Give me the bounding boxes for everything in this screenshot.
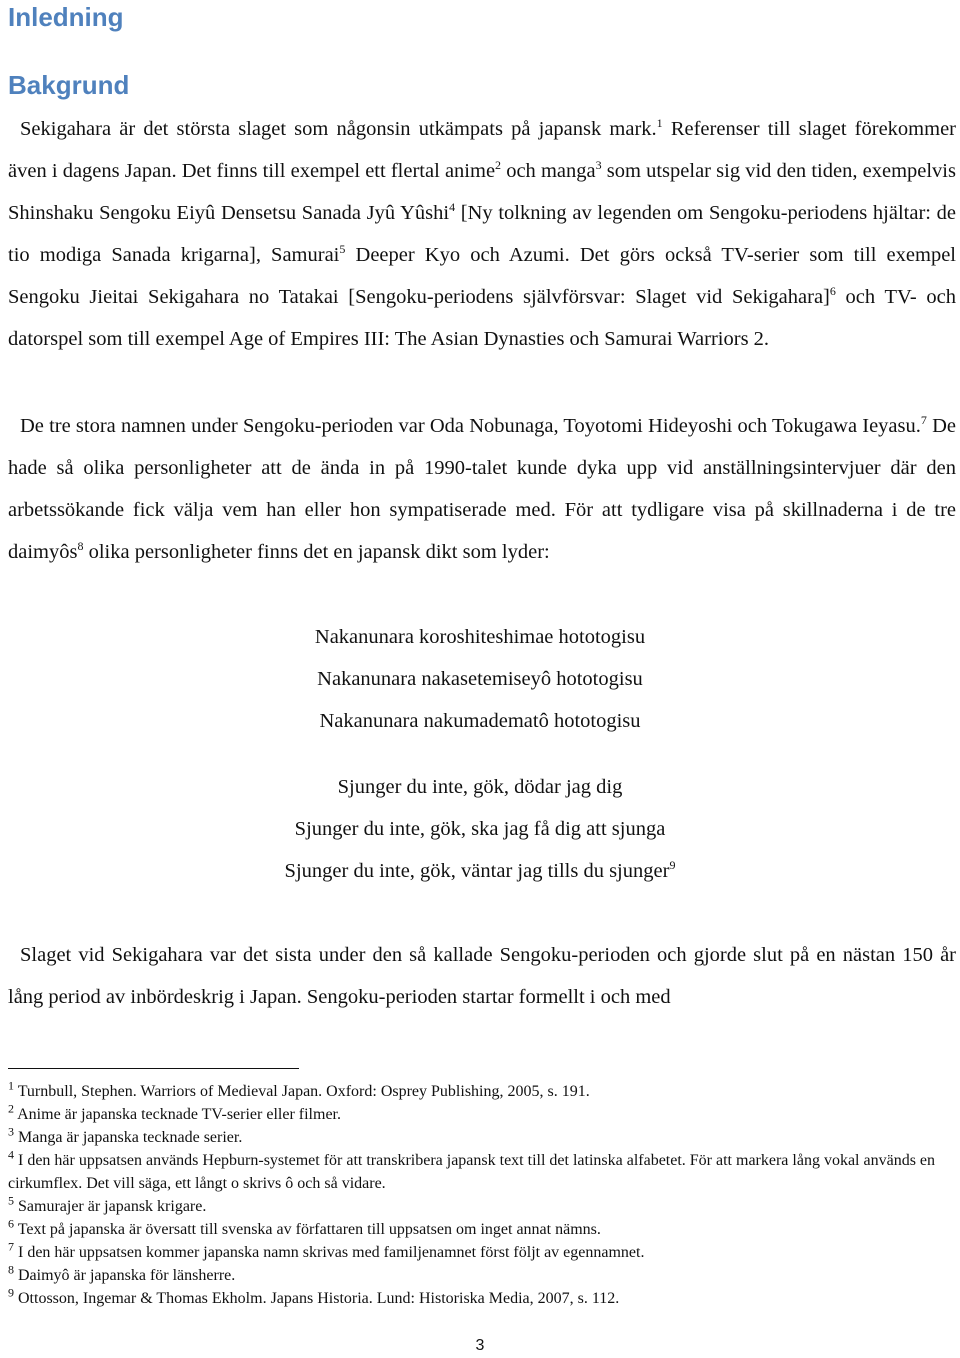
text-run: och TV- och datorspel som till exempel Age of Empires III: The Asian Dynasties och Samurai Warriors 2. xyxy=(8,286,956,350)
text-run: och manga xyxy=(501,160,596,182)
poem-swedish xyxy=(0,766,960,892)
poem-japanese xyxy=(0,616,960,742)
text-run: De hade så olika personligheter att de ända in på 1990-talet kunde dyka upp vid anställningsintervjuer där den arbetssökande fick välja vem han eller hon sympatiserade med. För att tydligare visa på skillnaderna i de tre daimyôs xyxy=(8,415,956,563)
footnote-number: 1 xyxy=(8,1078,14,1093)
footnote-number: 3 xyxy=(8,1124,14,1139)
footnote xyxy=(8,1149,952,1195)
text-run: De tre stora namnen under Sengoku-perioden var Oda Nobunaga, Toyotomi Hideyoshi och Tokugawa Ieyasu. xyxy=(20,415,921,437)
footnote-ref[interactable]: 1 xyxy=(656,116,663,131)
text-run: som utspelar sig vid den tiden, exempelvis Shinshaku Sengoku Eiyû Densetsu Sanada Jyû Yûshi xyxy=(8,160,956,224)
footnote-text: Samurajer är japansk krigare. xyxy=(18,1198,207,1215)
poem-line xyxy=(0,850,960,892)
footnote-number: 5 xyxy=(8,1193,14,1208)
paragraph-daimyo xyxy=(8,405,956,573)
footnote xyxy=(8,1264,952,1287)
paragraph-background xyxy=(8,108,956,360)
footnote-number: 7 xyxy=(8,1239,14,1254)
footnote-ref[interactable]: 9 xyxy=(669,858,676,873)
footnote xyxy=(8,1195,952,1218)
footnote-text: Manga är japanska tecknade serier. xyxy=(18,1129,243,1146)
footnote-text: Turnbull, Stephen. Warriors of Medieval Japan. Oxford: Osprey Publishing, 2005, s. 191. xyxy=(17,1083,590,1100)
section-heading: Bakgrund xyxy=(8,70,130,100)
footnote-ref[interactable]: 6 xyxy=(829,284,836,299)
footnote-separator xyxy=(8,1068,299,1069)
footnote xyxy=(8,1287,952,1310)
footnote-ref[interactable]: 8 xyxy=(77,539,84,554)
footnote-number: 6 xyxy=(8,1216,14,1231)
footnotes xyxy=(8,1080,952,1310)
paragraph-sengoku xyxy=(8,934,956,1018)
footnote-number: 4 xyxy=(8,1147,14,1162)
page-number: 3 xyxy=(475,1337,485,1354)
footnote-ref[interactable]: 5 xyxy=(339,242,346,257)
poem-line: Nakanunara koroshiteshimae hototogisu xyxy=(314,626,646,648)
text-run: olika personligheter finns det en japansk dikt som lyder: xyxy=(83,541,550,563)
poem-line: Sjunger du inte, gök, dödar jag dig xyxy=(337,776,623,798)
footnote-number: 8 xyxy=(8,1262,14,1277)
footnote xyxy=(8,1080,952,1103)
footnote-text: Text på japanska är översatt till svenska av författaren till uppsatsen om inget annat nämns. xyxy=(17,1221,601,1238)
footnote-text: I den här uppsatsen kommer japanska namn skrivas med familjenamnet först följt av egennamnet. xyxy=(18,1244,645,1261)
text-run: Deeper Kyo och Azumi. Det görs också TV-serier som till exempel Sengoku Jieitai Sekigahara no Tatakai [Sengoku-periodens självförsvar: Slaget vid Sekigahara] xyxy=(8,244,956,308)
text-run: Referenser till slaget förekommer även i dagens Japan. Det finns till exempel ett flertal anime xyxy=(8,118,956,182)
footnote-text: Anime är japanska tecknade TV-serier eller filmer. xyxy=(17,1106,341,1123)
footnote-number: 2 xyxy=(8,1101,14,1116)
text-run: Slaget vid Sekigahara var det sista under den så kallade Sengoku-perioden och gjorde slut på en nästan 150 år lång period av inbördeskrig i Japan. Sengoku-perioden startar formellt i och med xyxy=(8,944,956,1008)
chapter-heading: Inledning xyxy=(8,2,124,32)
text-run: [Ny tolkning av legenden om Sengoku-periodens hjältar: de tio modiga Sanada krigarna], Samurai xyxy=(8,202,956,266)
footnote-ref[interactable]: 3 xyxy=(595,158,602,173)
footnote-ref[interactable]: 7 xyxy=(920,413,927,428)
footnote-ref[interactable]: 2 xyxy=(495,158,502,173)
footnote-text: Ottosson, Ingemar & Thomas Ekholm. Japans Historia. Lund: Historiska Media, 2007, s. 112. xyxy=(18,1290,620,1307)
text-run: Sekigahara är det största slaget som någonsin utkämpats på japansk mark. xyxy=(20,118,657,140)
poem-line: Nakanunara nakasetemiseyô hototogisu xyxy=(317,668,643,690)
footnote-number: 9 xyxy=(8,1285,14,1300)
footnote xyxy=(8,1126,952,1149)
footnote-text: Daimyô är japanska för länsherre. xyxy=(18,1267,236,1284)
poem-line-text: Sjunger du inte, gök, väntar jag tills du sjunger xyxy=(284,860,670,882)
footnote-ref[interactable]: 4 xyxy=(449,200,456,215)
poem-line: Sjunger du inte, gök, ska jag få dig att sjunga xyxy=(294,818,666,840)
poem-line: Nakanunara nakumadematô hototogisu xyxy=(319,710,641,732)
footnote xyxy=(8,1241,952,1264)
footnote-text: I den här uppsatsen används Hepburn-systemet för att transkribera japansk text till det latinska alfabetet. För att markera lång vokal används en cirkumflex. Det vill säga, ett långt o skrivs ô och så vidare. xyxy=(8,1152,936,1192)
footnote xyxy=(8,1103,952,1126)
footnote xyxy=(8,1218,952,1241)
